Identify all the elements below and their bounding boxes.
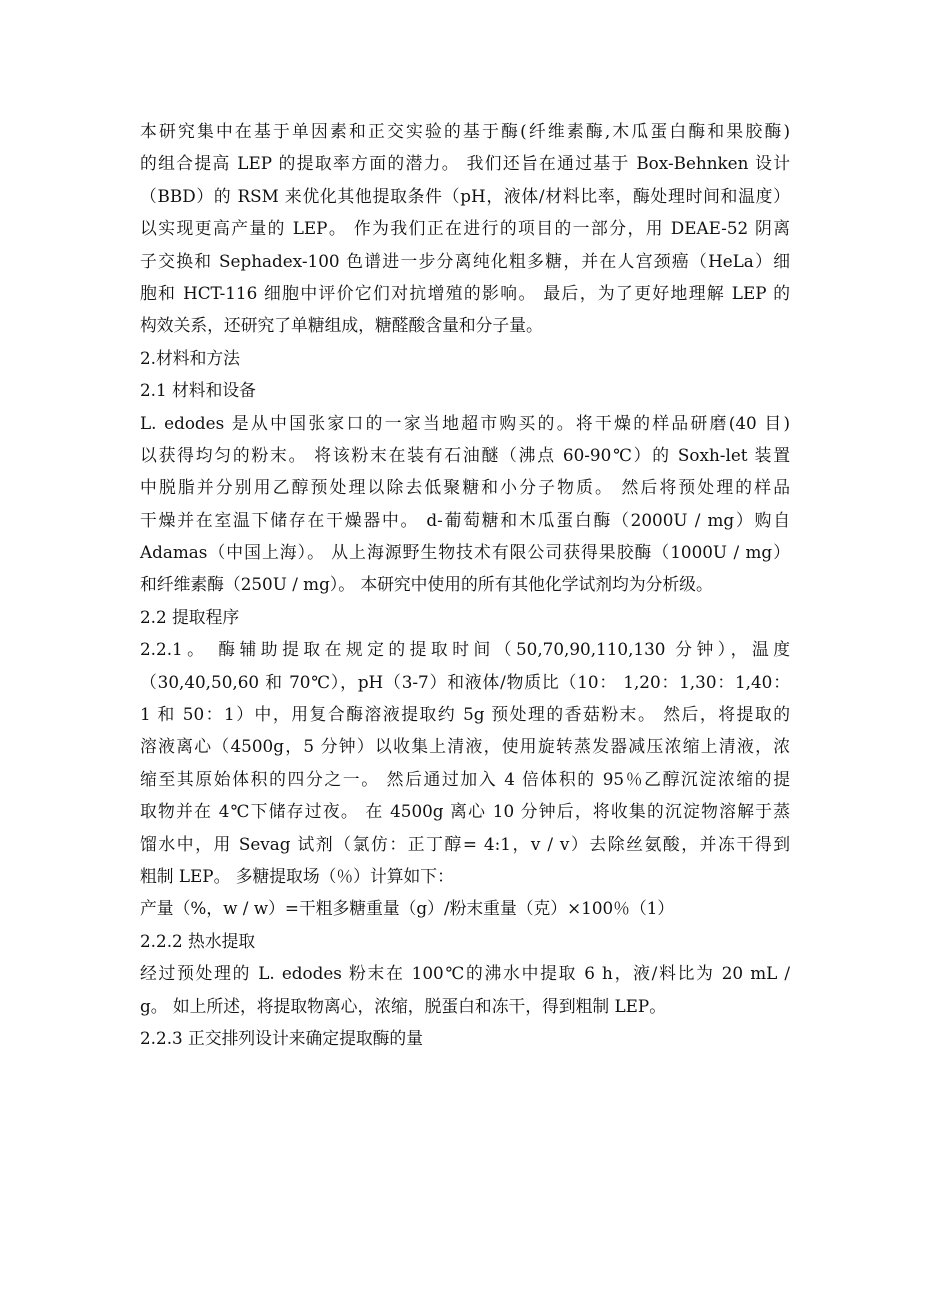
text-line: 1 和 50：1）中，用复合酶溶液提取约 5g 预处理的香菇粉末。 然后，将提取的	[140, 704, 790, 725]
text-line: 胞和 HCT-116 细胞中评价它们对抗增殖的影响。 最后，为了更好地理解 LEP 的	[140, 282, 790, 303]
text-line: 取物并在 4℃下储存过夜。 在 4500g 离心 10 分钟后，将收集的沉淀物溶解于蒸	[140, 801, 790, 822]
text-line: （BBD）的 RSM 来优化其他提取条件（pH，液体/材料比率，酶处理时间和温度）	[140, 185, 790, 206]
text-line: 经过预处理的 L. edodes 粉末在 100℃的沸水中提取 6 h，液/料比为 20 mL /	[140, 963, 790, 984]
text-line: 中脱脂并分别用乙醇预处理以除去低聚糖和小分子物质。 然后将预处理的样品	[140, 477, 790, 498]
text-line: 本研究集中在基于单因素和正交实验的基于酶(纤维素酶,木瓜蛋白酶和果胶酶)	[140, 121, 790, 141]
text-line: 溶液离心（4500g，5 分钟）以收集上清液，使用旋转蒸发器减压浓缩上清液，浓	[140, 736, 790, 757]
text-line: Adamas（中国上海）。 从上海源野生物技术有限公司获得果胶酶（1000U / mg）	[140, 542, 790, 563]
intro-paragraph	[140, 115, 790, 342]
text-line: 缩至其原始体积的四分之一。 然后通过加入 4 倍体积的 95％乙醇沉淀浓缩的提	[140, 768, 790, 789]
yield-equation: 产量（%，w / w）=干粗多糖重量（g）/粉末重量（克）×100％（1）	[140, 898, 675, 919]
text-line: 构效关系，还研究了单糖组成，糖醛酸含量和分子量。	[140, 315, 543, 336]
materials-paragraph	[140, 407, 790, 601]
section-heading-materials-equipment: 2.1 材料和设备	[140, 380, 256, 401]
section-heading-hot-water-extraction: 2.2.2 热水提取	[140, 930, 256, 951]
section-heading-materials-methods: 2.材料和方法	[140, 347, 240, 368]
hot-water-paragraph	[140, 957, 790, 1022]
document-page	[140, 115, 790, 1054]
text-line: 2.2.1。 酶辅助提取在规定的提取时间（50,70,90,110,130 分钟），温度	[140, 639, 790, 660]
text-line: 馏水中，用 Sevag 试剂（氯仿：正丁醇= 4:1，v / v）去除丝氨酸，并冻干得到	[140, 833, 790, 854]
text-line: L. edodes 是从中国张家口的一家当地超市购买的。将干燥的样品研磨(40 目)	[140, 412, 790, 433]
extraction-paragraph	[140, 633, 790, 892]
text-line: 子交换和 Sephadex-100 色谱进一步分离纯化粗多糖，并在人宫颈癌（HeLa）细	[140, 250, 790, 271]
text-line: （30,40,50,60 和 70℃），pH（3-7）和液体/物质比（10： 1,20：1,30：1,40：	[140, 671, 790, 692]
text-line: 以获得均匀的粉末。 将该粉末在装有石油醚（沸点 60-90℃）的 Soxh-let 装置	[140, 444, 790, 465]
text-line: 干燥并在室温下储存在干燥器中。 d-葡萄糖和木瓜蛋白酶（2000U / mg）购自	[140, 509, 790, 530]
section-heading-extraction-procedure: 2.2 提取程序	[140, 606, 240, 627]
text-line: 以实现更高产量的 LEP。 作为我们正在进行的项目的一部分，用 DEAE-52 阴离	[140, 218, 790, 239]
text-line: 的组合提高 LEP 的提取率方面的潜力。 我们还旨在通过基于 Box-Behnken 设计	[140, 153, 790, 174]
text-line: 和纤维素酶（250U / mg）。 本研究中使用的所有其他化学试剂均为分析级。	[140, 574, 713, 595]
section-heading-orthogonal-design: 2.2.3 正交排列设计来确定提取酶的量	[140, 1027, 423, 1048]
text-line: g。 如上所述，将提取物离心，浓缩，脱蛋白和冻干，得到粗制 LEP。	[140, 995, 666, 1016]
text-line: 粗制 LEP。 多糖提取场（％）计算如下：	[140, 865, 454, 886]
